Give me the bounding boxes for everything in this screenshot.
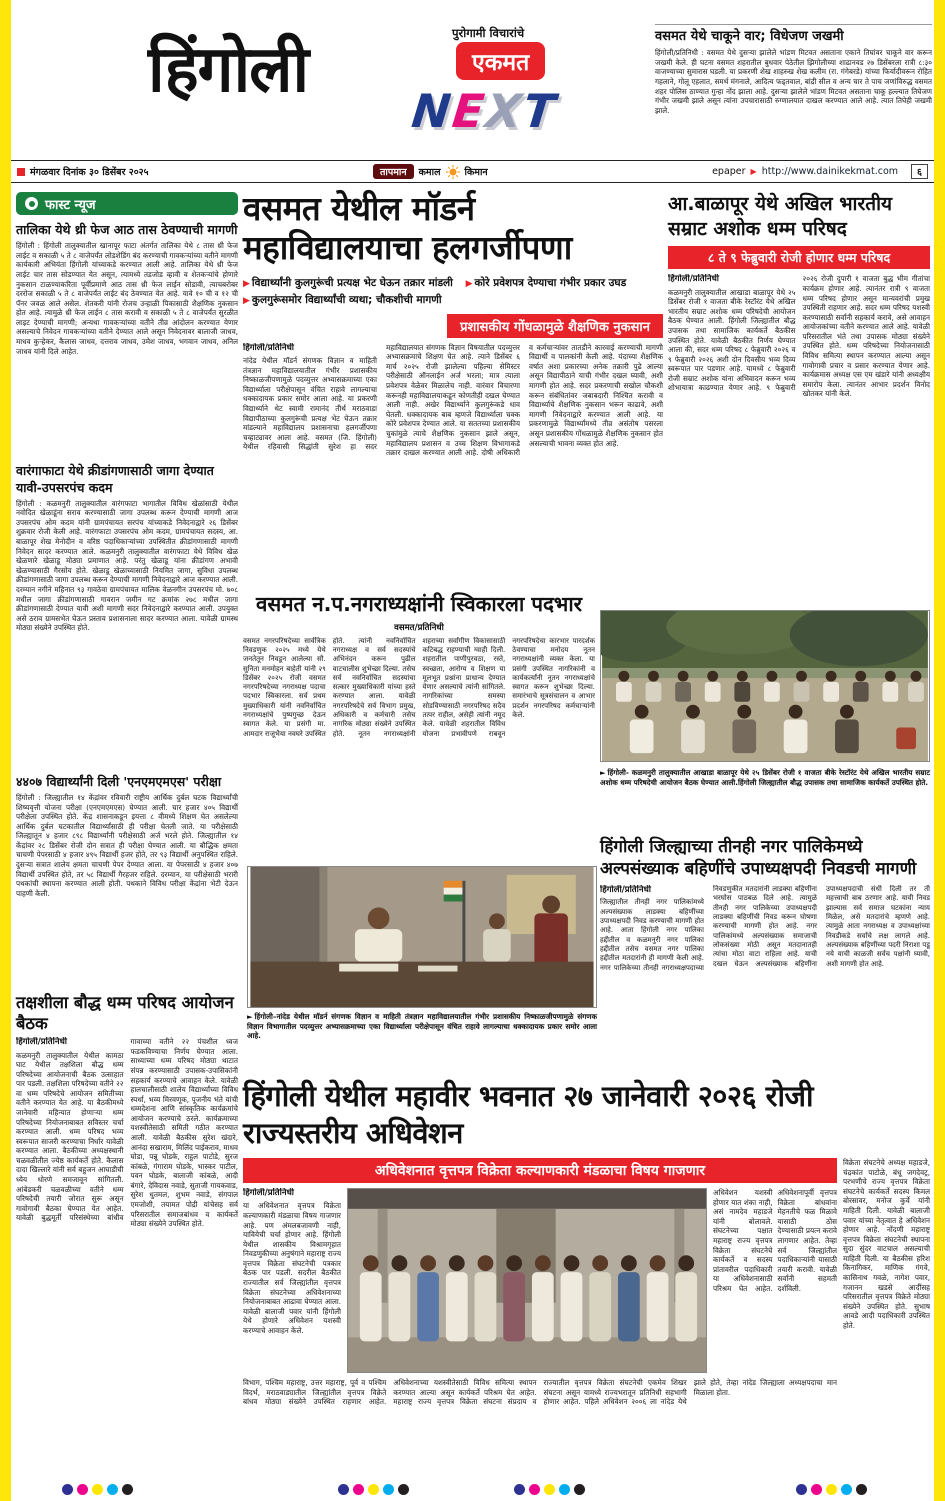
masthead-tagline: पुरोगामी विचारांचे <box>452 26 525 40</box>
bullet-arrow-icon: ▶ <box>465 278 473 289</box>
article-takshashila <box>16 992 238 1409</box>
adhiveshan-left-column: हिंगोली/प्रतिनिधी या अधिवेशनात वृत्तपत्र विक्रेता कल्याणकारी मंडळाचा विषय गाजणार आहे. पण अंमलबजावणी नाही, यावियेची चर्चा होणार आहे. हिंगोली येथील शासकीय विश्रामगृहात निवडणुकीच्या अनुषंगाने महाराष्ट्र राज्य वृत्तपत्र विक्रेता संघटनेची पत्रकार बैठक पार पडली. सदरील बैठकीत राज्यातील सर्व जिल्ह्यांतील वृत्तपत्र विक्रेता संघटनेच्या अधिवेशनाच्या नियोजनाबाबत आढावा घेण्यात आला. यावेळी बालाजी पवार यांनी हिंगोली येथे होणारे अधिवेशन यशस्वी करण्याचे आवाहन केले. <box>243 1188 341 1335</box>
takshashila-body: हिंगोली/प्रतिनिधी कळमनुरी तालुक्यातील येथील कामठा घाट येथील तक्षशिला बौद्ध धम्म परिषदेच्या आयोजनाची बैठक उत्साहात पार पडली. तक्षशिला परिषदेच्या वतीने २२ वा धम्म परिषदेचे आयोजन समितीच्या वतीने करण्यात येत आहे. या बैठकीमध्ये जानेवारी महिन्यात होणाऱ्या धम्म परिषदेच्या नियोजनाबाबत सविस्तर चर्चा करण्यात आली. धम्म परिषद भव्य स्वरूपात साजरी करण्याचा निर्धार यावेळी करण्यात आला. बैठकीच्या अध्यक्षस्थानी चळवळीतील ज्येष्ठ कार्यकर्ते होते. कैलास दादा खिल्लारे यांनी सर्व बहुजन आघाडीची ध्येय धोरणे समजावून सांगितली. आंबेडकरी चळवळीच्या वतीने धम्म परिषदेची तयारी जोरात सुरू असून गावोगावी बैठका घेण्यात येत आहेत. यावेळी बुद्धमूर्ती परिसंस्थेच्या बांधीव गावाच्या वतीने २२ पंचशील ध्वज फडकविण्याचा निर्णय घेण्यात आला. साध्याच्या धम्म परिषद मोठ्या थाटात संपन्न करण्यासाठी उपासक-उपासिकांनी सहकार्य करण्याचे आवाहन केले. यावेळी हालचालीसाठी शालेय विद्यार्थ्यांच्या विविध स्पर्धा, भव्य मिरवणूक, पूजनीय भंते यांची धम्मदेशना आणि सांस्कृतिक कार्यक्रमांचे आयोजन करण्याचे ठरले. कार्यक्रमाच्या यशस्वीतेसाठी समिती गठीत करण्यात आली. यावेळी बैठकीस सुरेश खंदारे, आनंदा सखाराम, मिलिंद पाईकराव, माधव घोडा, पन्नू घोडके, राहुल पाटोडे, सुरज कांबळे, गंगाराम घोडके, भास्कर पाटील, पवन घोडके, बालाजी कांबळे, आदी बंगारे, देविदास नवाडे, सुताजी गायकवाड, सुरेश धुतमल, शुभम नवाडे, संगपाल एमजोशी, तयामत पोद्री यांचेसह सर्व परिसरातील समाजबांधव व कार्यकर्ते मोठ्या संख्येने उपस्थित होते. <box>16 1037 238 1229</box>
article-adhiveshan <box>243 1078 930 1458</box>
registration-dot <box>62 1484 73 1495</box>
caption-marker-icon: ► <box>600 768 606 777</box>
registration-dot <box>368 1484 379 1495</box>
next-logo <box>409 84 559 138</box>
office-photo <box>247 866 597 1008</box>
registration-dot <box>796 1484 807 1495</box>
bullet-point: ▶ विद्यार्थ्यांनी कुलगुरूंची प्रत्यक्ष भेट घेऊन तक्रार मांडली <box>243 276 453 289</box>
fast-news-title: फास्ट न्यूज <box>45 197 96 213</box>
fast-news-item-heading: ४४०७ विद्यार्थ्यांनी दिली 'एनएमएमएस' परीक्षा <box>16 773 222 789</box>
padbhar-headline: वसमत न.प.नगराध्यक्षांनी स्विकारला पदभार <box>255 592 583 616</box>
registration-dot <box>122 1484 133 1495</box>
left-border-strip <box>0 0 11 1501</box>
masthead-top-story <box>655 24 932 160</box>
date-text: मंगळवार दिनांक ३० डिसेंबर २०२५ <box>30 167 149 178</box>
dhamma-headline: आ.बाळापूर येथे अखिल भारतीय सम्राट अशोक धम्म परिषद <box>668 193 893 240</box>
next-letter: X <box>483 84 527 138</box>
meeting-photo-caption: ► हिंगोली- कळमनुरी तालुक्यातील आखाडा बाळापूर येथे २५ डिसेंबर रोजी १ वाजता बीके रेस्टॉरंट येथे अखिल भारतीय सम्राट अशोक धम्म परिषदेची आयोजन बैठक घेण्यात आली.हिंगोली जिल्ह्यातील बौद्ध उपासक तथा सामाजिक कार्यकर्ते उपस्थित होते. <box>600 768 930 787</box>
fast-news-item-heading: वारंगाफाटा येथे क्रीडांगणासाठी जागा देण्यात यावी-उपसरपंच कदम <box>16 463 214 495</box>
caption-marker-icon: ► <box>247 1012 253 1021</box>
adhiveshan-layout <box>243 1158 930 1458</box>
registration-marks <box>62 1484 133 1495</box>
max-temp-label: कमाल <box>418 167 441 178</box>
takshashila-byline: हिंगोली/प्रतिनिधी <box>16 1037 68 1048</box>
epaper-label: epaper <box>712 166 746 177</box>
next-letter: N <box>409 84 456 138</box>
registration-dot <box>92 1484 103 1495</box>
adhiveshan-far-right-column: विक्रेता संघटनेचे अध्यक्ष महाडजे, चंद्रकांत पाटोळे, बंधू जगदेवट्र, परभणीचे राज्य वृत्तपत्र विक्रेता संघटनेचे कार्यकर्ते सदस्य किमल बोरसावर, मनोज कुर्वे यांनी माहिती दिली. यावेळी बालाजी पवार यांच्या नेतृत्वात हे अधिवेशन होणार आहे. नोंदणी महाराष्ट्र वृत्तपत्र विक्रेता संघटनेची स्थापना सुदा सुंदर वाटचाल असल्याची माहिती दिली. या बैठकीस हरिश किनागिकर, माणिक गंगवे, कासिनाथ गवळे, नागेश पवार, गजानन खडसे आदींसह परिसरातील वृत्तपत्र विक्रेते मोठ्या संख्येने उपस्थित होते. सुभाष आवडे आदी पदाधिकारी उपस्थित होते. <box>843 1158 930 1330</box>
top-story-body: हिंगोली/प्रतिनिधी : वसमत येथे दुसऱ्या झालेले भांडण मिटवत असताना एकाने तिघांवर चाकूने वार करून जखमी केले. ही घटना वसमत शहरातील बुधवार पेठेतील झिगोलीच्या शाढानवड २७ डिसेंबरला रात्री ८:३० वाजण्याच्या सुमारास घडली. या प्रकरणी शेख शाहरुख शेख कलीम (रा. गंगेबरडे) यांच्या फिर्यादीवरून रोहित गहलाने, गोलू एहलात, समर्थ मंगनाले, आदित्य फड्तवाल, बांद्री सील व अन्य चार ते पाच जणांविरुद्ध वसमत शहर पोलिस ठाण्यात गुन्हा नोंद झाला आहे. दुसऱ्या झालेले भांडण मिटवत असताना चाकू हल्ल्यात तिघेजण गंभीर जखमी झाले असून त्यांना उपचारासाठी रुग्णालयात दाखल करण्यात आले आहे. त्यात तिघेही जखमी झाले. <box>655 48 932 115</box>
registration-dot <box>856 1484 867 1495</box>
main-headline: वसमत येथील मॉडर्न महाविद्यालयाचा हलगर्जीपणा <box>243 189 572 267</box>
next-letter: T <box>520 84 560 138</box>
registration-dot <box>338 1484 349 1495</box>
fast-news-icon <box>25 197 38 210</box>
registration-marks <box>338 1484 409 1495</box>
registration-dot <box>107 1484 118 1495</box>
fast-news-column <box>16 192 238 1409</box>
adhiveshan-bottom-row: विभाग, पश्चिम महाराष्ट्र, उत्तर महाराष्ट्र, पूर्व व पश्चिम विदर्भ, मराठवाड्यातील जिल्ह्यांतील वृत्तपत्र विक्रेते बांधव मोठ्या संख्येने उपस्थित राहणार आहेत. अधिवेशनाच्या यशस्वीतेसाठी विविध समित्या स्थापन करण्यात आल्या असून कार्यकर्ते परिश्रम घेत आहेत. महाराष्ट्र राज्य वृत्तपत्र विक्रेता संघटना संप्रदाय व राज्यातील वृत्तपत्र विक्रेता संघटनेची एकमेव शिखर संघटना असून यामध्ये राज्यभरातून प्रतिनिधी सहभागी होणार आहेत. पहिले अधिवेशन २००६ ला नांदेड येथे झाले होते, तेव्हा नांदेड जिल्ह्याला अध्यक्षपदाचा मान मिळाला होता. <box>243 1378 837 1407</box>
epaper-url-link[interactable]: http://www.dainikekmat.com <box>761 166 899 177</box>
bullet-point: ▶ कुलगुरूंसमोर विद्यार्थ्यांची व्यथा; चौकशीची मागणी <box>243 293 442 306</box>
article-nagarpalika <box>600 836 930 1053</box>
registration-dot <box>574 1484 585 1495</box>
meeting-photo <box>600 610 930 762</box>
article-padbhar <box>243 592 595 859</box>
main-bullet-points <box>243 275 663 309</box>
registration-dot <box>353 1484 364 1495</box>
min-temp-label: किमान <box>464 167 488 178</box>
article-dhamma-parishad <box>668 192 930 574</box>
takshashila-heading: तक्षशीला बौद्ध धम्म परिषद आयोजन बैठक <box>16 993 234 1034</box>
temperature-label: तापमान <box>373 164 414 179</box>
bullet-arrow-icon: ▶ <box>243 278 250 289</box>
registration-dot <box>529 1484 540 1495</box>
registration-dot <box>77 1484 88 1495</box>
registration-dot <box>811 1484 822 1495</box>
registration-dot <box>544 1484 555 1495</box>
fast-news-item <box>16 774 238 983</box>
dhamma-byline: हिंगोली/प्रतिनिधी <box>668 274 720 285</box>
registration-dot <box>383 1484 394 1495</box>
dateline-left <box>17 165 149 178</box>
main-byline: हिंगोली/प्रतिनिधी <box>243 342 295 353</box>
adhiveshan-right-column: अधिवेशन यशस्वी होणार यात शंका नाही, असं नामदेव महाडजे यांनी बोलावले. संघटनेच्या पक्षात महाराष्ट्र राज्य वृत्तपत्र विक्रेता संघटनेचे कार्यकर्ते व सदस्य प्रांतावरील पदाधिकारी या अधिवेशनासाठी परिश्रम घेत आहेत. अधिवेशनापूर्वी वृत्तपत्र विक्रेता बांधवांना मेहनतीचे फळ मिळावे यासाठी ठोस देण्यासाठी प्रयत्न करावे लागणार आहेत. तेव्हा सर्व जिल्ह्यांतील पदाधिकाऱ्यांनी यासाठी तयारी करावी. यावेळी सर्वांनी सहमती दर्शविली. <box>713 1188 837 1293</box>
epaper-arrow-icon: ▶ <box>750 167 757 176</box>
fast-news-item <box>16 222 238 456</box>
dhamma-sub-banner: ८ ते ९ फेब्रुवारी रोजी होणार धम्म परिषद <box>668 246 930 269</box>
dhamma-body: हिंगोली/प्रतिनिधी कळमनुरी तालुक्यातील आखाडा बाळापूर येथे २५ डिसेंबर रोजी १ वाजता बीके रेस्टॉरंट येथे अखिल भारतीय सम्राट अशोक धम्म परिषदेची आयोजन बैठक घेण्यात आली. हिंगोली जिल्ह्यातील बौद्ध उपासक तथा सामाजिक कार्यकर्ते बैठकीस उपस्थित होते. यावेळी बैठकीत निर्णय घेण्यात आला की, सदर धम्म परिषद ८ फेब्रुवारी २०२६ व ९ फेब्रुवारी २०२६ अशी दोन दिवसीय भव्य दिव्य स्वरूपात पार पडणार आहे. यामध्ये ८ फेब्रुवारी रोजी सम्राट अशोक यांना अभिवादन करून भव्य शोभायात्रा काढण्यात येणार आहे. ९ फेब्रुवारी २०२६ रोजी दुपारी १ वाजता बुद्ध भीम गीतांचा कार्यक्रम होणार आहे. त्यानंतर रात्री ९ वाजता धम्म परिषद होणार असून मान्यवरांची प्रमुख उपस्थिती राहणार आहे. सदर धम्म परिषद यशस्वी करण्यासाठी सर्वांनी सहकार्य करावे, असे आवाहन आयोजकांच्या वतीने करण्यात आले आहे. यावेळी परिसरातील भंते तथा उपासक मोठ्या संख्येने उपस्थित होते. धम्म परिषदेच्या नियोजनासाठी विविध समित्या स्थापन करण्यात आल्या असून गावोगावी प्रचार व प्रसार करण्यात येणार आहे. कार्यक्रमास अध्यक्ष एस एम खंडारे यांनी अध्यक्षीय समारोप केला. त्यानंतर आभार प्रदर्शन विनोद खोतकर यांनी केले. <box>668 274 930 399</box>
padbhar-body: वसमत नगरपरिषदेच्या सार्वत्रिक निवडणुक २०२५ मध्ये येथे जनतेतून निवडून आलेल्या सौ. सुनिता मनमोहन बाहेती यांनी २९ डिसेंबर २०२५ रोजी वसमत नगरपरिषदेच्या नगराध्यक्ष पदाचा पदभार स्विकारला. सर्व प्रथम मुख्याधिकारी यांनी नवनिर्वाचित नगराध्यक्षांचे पुष्पगुच्छ देऊन स्वागत केले. या प्रसंगी मा. आमदार राजूभैया नवघरे उपस्थित होते. त्यांनी नवनिर्वाचित नगराध्यक्ष व सर्व सदस्यांचे अभिनंदन करून पुढील वाटचालीस शुभेच्छा दिल्या. तसेच सर्व नवनिर्वाचित सदस्यांचा सत्कार मुख्याधिकारी यांच्या हस्ते करण्यात आला. यावेळी नगरपरिषदेचे सर्व विभाग प्रमुख, अधिकारी व कर्मचारी तसेच नागरिक मोठ्या संख्येने उपस्थित होते. नूतन नगराध्यक्षांनी शहराच्या सर्वांगीण विकासासाठी कटिबद्ध राहण्याची ग्वाही दिली. शहरातील पाणीपुरवठा, रस्ते, स्वच्छता, आरोग्य व शिक्षण या मूलभूत प्रश्नांना प्राधान्य देण्यात येणार असल्याचे त्यांनी सांगितले. नागरिकांच्या समस्या सोडविण्यासाठी नगरपरिषद सदैव तत्पर राहील, असेही त्यांनी नमूद केले. यावेळी शहरातील विविध योजना प्रभावीपणे राबवून नगरपरिषदेचा कारभार पारदर्शक ठेवण्याचा मनोदय नूतन नगराध्यक्षांनी व्यक्त केला. या प्रसंगी उपस्थित नागरिकांनी व कार्यकर्त्यांनी नूतन नगराध्यक्षांचे स्वागत करून शुभेच्छा दिल्या. समारंभाचे सूत्रसंचालन व आभार प्रदर्शन नगरपरिषद कर्मचाऱ्यांनी केले. <box>243 636 595 738</box>
adhiveshan-headline: हिंगोली येथील महावीर भवनात २७ जानेवारी २०२६ रोजी राज्यस्तरीय अधिवेशन <box>243 1079 814 1150</box>
main-banner-row <box>243 314 663 338</box>
registration-dot <box>841 1484 852 1495</box>
top-story-title: वसमत येथे चाकूने वार; विधेजण जखमी <box>655 29 844 44</box>
fast-news-item-body: हिंगोली : जिल्ह्यातील १४ केंद्रांवर रविवारी राष्ट्रीय आर्थिक दुर्बल घटक विद्यार्थ्यांची शिष्यवृत्ती योजना परीक्षा (एनएमएमएस) घेण्यात आली. चार हजार ४०५ विद्यार्थी परीक्षेला उपस्थित होते. केंद्र शासनाकडून इयत्ता ८ वीमध्ये शिक्षण घेत असलेल्या आर्थिक दुर्बल घटकातील विद्यार्थ्यांसाठी ही परीक्षा घेतली जाते. या परीक्षेसाठी जिल्ह्यातून ४ हजार ८९८ विद्यार्थ्यांनी परीक्षेसाठी अर्ज भरले होते. जिल्ह्यातील १४ केंद्रांवर २८ डिसेंबर रोजी दोन सत्रात ही परीक्षा घेण्यात आली. या बौद्धिक क्षमता चाचणी पेपरसाठी ४ हजार ४९५ विद्यार्थी हजर होते, तर ९३ विद्यार्थी अनुपस्थित राहिले. दुसऱ्या सत्रात शालेय क्षमता चाचणी पेपर देण्यात आला. या पेपरसाठी ४ हजार ४०७ विद्यार्थी उपस्थित होते, तर ५८ विद्यार्थी गैरहजर राहिले. दरम्यान, या परीक्षेसाठी भरारी पथकांची स्थापना करण्यात आली होती. पथकाने विविध परीक्षा केंद्रांना भेटी देऊन पाहणी केली. <box>16 793 238 898</box>
dateline-bar <box>11 160 934 183</box>
registration-dot <box>826 1484 837 1495</box>
fast-news-item-body: हिंगोली : कळमनुरी तालुक्यातील वारंगफाटा भागातील विविध खेळांसाठी येथील नवोदित खेळाडूंना सराव करण्यासाठी जागा उपलब्ध करून देण्याची मागणी आज उपसरपंच ओम कदम यांनी ग्रामपंचायत सरपंच यांच्याकडे निवेदनाद्वारे २६ डिसेंबर शुक्रवार रोजी केली आहे. वारंगफाटा उपसरपंच ओम कदम, ग्रामपंचायत सदस्य, आ. बाळापूर शेख मेनोदीन व वरिष्ठ पदाधिकाऱ्यांच्या उपस्थितीत क्रीडांगणासाठी मागणी निवेदन सादर करण्यात आले. कळमनुरी तालुक्यातील वारंगफाटा येथे विविध खेळ खेळणारे खेळाडू मोठ्या प्रमाणात आहे. परंतु खेळाडू यांना क्रीडांगण अभावी खेळण्यासाठी गैरसोय होते. खेळाडू खेळाच्यासाठी नियमित जागा, सुविधा उपलब्ध क्रीडांगणासाठी जागा उपलब्ध करून देण्याची मागणी निवेदनाद्वारे आज करण्यात आली. दरम्यान नगीने महिनात ९३ गावठेवा ग्रामपंचायत मालिक वेळनगीन उपसरपंच मो. ७०८ मधील जागा क्रीडांगणासाठी गावरान जमीन गट क्रमांक २७८ मधील जागा क्रीडांगणासाठी देण्यात यावी अशी मागणी सदर निवेदनाद्वारे करण्यात आली. उपयुक्त असे ठराव ग्रामसभेत घेऊन प्रस्ताव प्रशासनाला सादर करण्यात आला. यावेळी ग्रामस्थ मोठ्या संख्येने उपस्थित होते. <box>16 498 238 633</box>
fast-news-item-heading: तालिका येथे थ्री फेज आठ तास ठेवण्याची मागणी <box>16 222 238 237</box>
padbhar-dateline: वसमत/प्रतिनिधी <box>394 622 444 633</box>
sun-icon <box>446 165 460 179</box>
registration-dot <box>398 1484 409 1495</box>
edition-title: हिंगोली <box>148 33 309 107</box>
nagarpalika-body: हिंगोली/प्रतिनिधी जिल्ह्यातील तीनही नगर पालिकांमध्ये अल्पसंख्याक लाडक्या बहिणींच्या उपाध्यक्षपदी निवड करण्याची मागणी होत आहे. आता हिंगोली नगर पालिका हद्दीतील व कळमनुरी नगर पालिका हद्दीतील तसेच वसमत नगर पालिका हद्दीतील मतदारांनी ही मागणी केली आहे. नगर पालिकेच्या तीनही नगराध्यक्षपदाच्या निवडणुकीत मतदारांनी लाडक्या बहिणींना भरघोस पाठबळ दिले आहे. त्यामुळे तीनही नगर पालिकेच्या उपाध्यक्षपदी लाडक्या बहिणींची निवड करून घोषणा करण्याची मागणी होत आहे. नगर पालिकांमध्ये अल्पसंख्याक समाजाची लोकसंख्या मोठी असून मतदानातही त्यांचा मोठा वाटा राहिला आहे. याची दखल घेऊन अल्पसंख्याक बहिणींना उपाध्यक्षपदाची संधी दिली तर ती महत्त्वाची बाब ठरणार आहे. यावी निवड झाल्यास सर्व समाज घटकांना न्याय मिळेल, असे मतदारांचे म्हणणे आहे. त्यामुळे आता नगराध्यक्ष व उपाध्यक्षांच्या निवडीकडे सर्वांचे लक्ष लागले आहे. अल्पसंख्याक बहिणींच्या पदरी निराशा पडू नये याची काळजी सर्वच पक्षांनी घ्यावी, अशी मागणी होत आहे. <box>600 885 930 972</box>
page-number: ६ <box>911 164 928 179</box>
main-red-banner: प्रशासकीय गोंधळामुळे शैक्षणिक नुकसान <box>447 314 663 338</box>
next-letter: E <box>449 84 489 138</box>
fast-news-item <box>16 463 238 767</box>
registration-marks <box>796 1484 867 1495</box>
brand-logo: एकमत <box>456 42 545 80</box>
dateline-right <box>712 164 928 179</box>
registration-marks <box>514 1484 585 1495</box>
right-border-strip <box>934 0 945 1501</box>
red-square-icon <box>17 168 25 176</box>
registration-dot <box>514 1484 525 1495</box>
nagarpalika-byline: हिंगोली/प्रतिनिधी <box>600 885 652 896</box>
adhiveshan-red-banner: अधिवेशनात वृत्तपत्र विक्रेता कल्याणकारी मंडळाचा विषय गाजणार <box>243 1158 837 1183</box>
nagarpalika-headline: हिंगोली जिल्ह्याच्या तीनही नगर पालिकेमध्ये अल्पसंख्याक बहिणींचे उपाध्यक्षपदी निवडची मागणी <box>600 837 917 880</box>
article-main <box>243 190 663 581</box>
group-photo <box>347 1188 707 1373</box>
fast-news-item-body: हिंगोली : हिंगोली तालुक्यातील खानापूर फाटा अंतर्गत तालिका येथे ८ तास थ्री फेज लाईट व सकाळी ५ ते ८ वाजेपर्यंत लोडशेडिंग बंद करण्याची गावकऱ्यांच्या वतीने मागणी कार्यकारी अभियंता हिंगोली यांच्याकडे करण्यात आली आहे. तालिका येथे थ्री फेज लाईट चार तास सोडण्यात येत असून, त्यामध्ये तडजोड व्हावी व शेतकऱ्यांचे होणारे नुकसान टाळण्याकरिता पूर्वीप्रमाणे आठ तास थ्री फेज लाईन सोडावी, त्याचबरोबर दररोज सकाळी ५ ते ८ वाजेपर्यंत लाईट बंद ठेवण्यात येत आहे. यावे १० ची व १२ ची पॅनर जवळ आले असेल. शेतकरी यांनी रोजच उन्हाळी पिकासाठी शैक्षणिक नुकसान होत आहे. त्यामुळे थ्री फेज लाईन ८ तास करावी व सकाळी ५ ते ८ वाजेपर्यंत सुरळीत लाइट देण्याची मागणी; अन्यथा गावकऱ्यांच्या वतीने तीव्र आंदोलन करण्यात येणार असल्याचे निवेदन गावकऱ्यांच्या वतीने देण्यात आले असून निवेदनावर बालाजी जाधव, माधव कुऱ्हेकर, कैलास जाधव, दत्तराव जाधव, उमेश जाधव, भगवान जाधव, अनिल जाधव यांनी दिले आहेत. <box>16 241 238 356</box>
office-photo-caption: ► हिंगोली–नांदेड येथील मॉडर्न संगणक विज्ञान व माहिती तंत्रज्ञान महाविद्यालयातील गंभीर प्रशासकीय निष्काळजीपणामुळे संगणक विज्ञान विभागातील पदव्युत्तर अभ्यासक्रमाच्या एका विद्यार्थ्याला परीक्षेपासून वंचित राहावे लागल्याचा धक्कादायक प्रकार समोर आला आहे. <box>247 1012 597 1041</box>
weather-strip <box>373 164 488 179</box>
bullet-point: ▶ कोरे प्रवेशपत्र देण्याचा गंभीर प्रकार उघड <box>465 276 627 289</box>
main-body: हिंगोली/प्रतिनिधी नांदेड येथील मॉडर्न संगणक विज्ञान व माहिती तंत्रज्ञान महाविद्यालयातील गंभीर प्रशासकीय निष्काळजीपणामुळे पदव्युत्तर अभ्यासक्रमाच्या एका विद्यार्थ्याला परीक्षेपासून वंचित राहावे लागल्याचा धक्कादायक प्रकार समोर आला आहे. या प्रकरणी विद्यार्थ्याने थेट स्वामी रामानंद तीर्थ मराठवाडा विद्यापीठाच्या कुलगुरूंची प्रत्यक्ष भेट घेऊन तक्रार मांडल्याने महाविद्यालय प्रशासनाचा हलगर्जीपणा चव्हाट्यावर आला आहे. वसमत (जि. हिंगोली) येथील रहिवासी सिद्धांती सुरेश हा सदर महाविद्यालयात संगणक विज्ञान विषयातील पदव्युत्तर अभ्यासक्रमाचे शिक्षण घेत आहे. त्याने डिसेंबर ६ मार्च २०२५ रोजी झालेल्या पहिल्या सेमिस्टर परीक्षेसाठी ऑनलाईन अर्ज भरला; मात्र त्याला प्रवेशपत्र वेळेवर मिळालेच नाही. वारंवार विचारणा करूनही महाविद्यालयाकडून कोणतीही दखल घेण्यात आली नाही. अखेर विद्यार्थ्याने कुलगुरूंकडे धाव घेतली. धक्कादायक बाब म्हणजे विद्यार्थ्याला चक्क कोरे प्रवेशपत्र देण्यात आले. या सततच्या प्रशासकीय चुकांमुळे त्याचे शैक्षणिक नुकसान झाले असून, महाविद्यालय प्रशासन व उच्च शिक्षण विभागाकडे तक्रार दाखल करण्यात आली आहे. दोषी अधिकारी व कर्मचाऱ्यांवर तातडीने कारवाई करण्याची मागणी विद्यार्थी व पालकांनी केली आहे. यंदाच्या शैक्षणिक वर्षात अशा प्रकारच्या अनेक तक्रारी पुढे आल्या असून विद्यापीठाने याची गंभीर दखल घ्यावी, अशी मागणी होत आहे. सदर प्रकरणाची सखोल चौकशी करून संबंधितांवर जबाबदारी निश्चित करावी व विद्यार्थ्याचे शैक्षणिक नुकसान भरून काढावे, अशी मागणी निवेदनाद्वारे करण्यात आली आहे. या प्रकरणामुळे विद्यार्थ्यांमध्ये तीव्र असंतोष पसरला असून प्रशासकीय गोंधळामुळे शैक्षणिक नुकसान होत असल्याची भावना व्यक्त होत आहे. <box>243 342 663 458</box>
bullet-arrow-icon: ▶ <box>243 295 250 306</box>
adhiveshan-byline: हिंगोली/प्रतिनिधी <box>243 1188 295 1199</box>
registration-dot <box>559 1484 570 1495</box>
fast-news-header <box>16 192 238 215</box>
